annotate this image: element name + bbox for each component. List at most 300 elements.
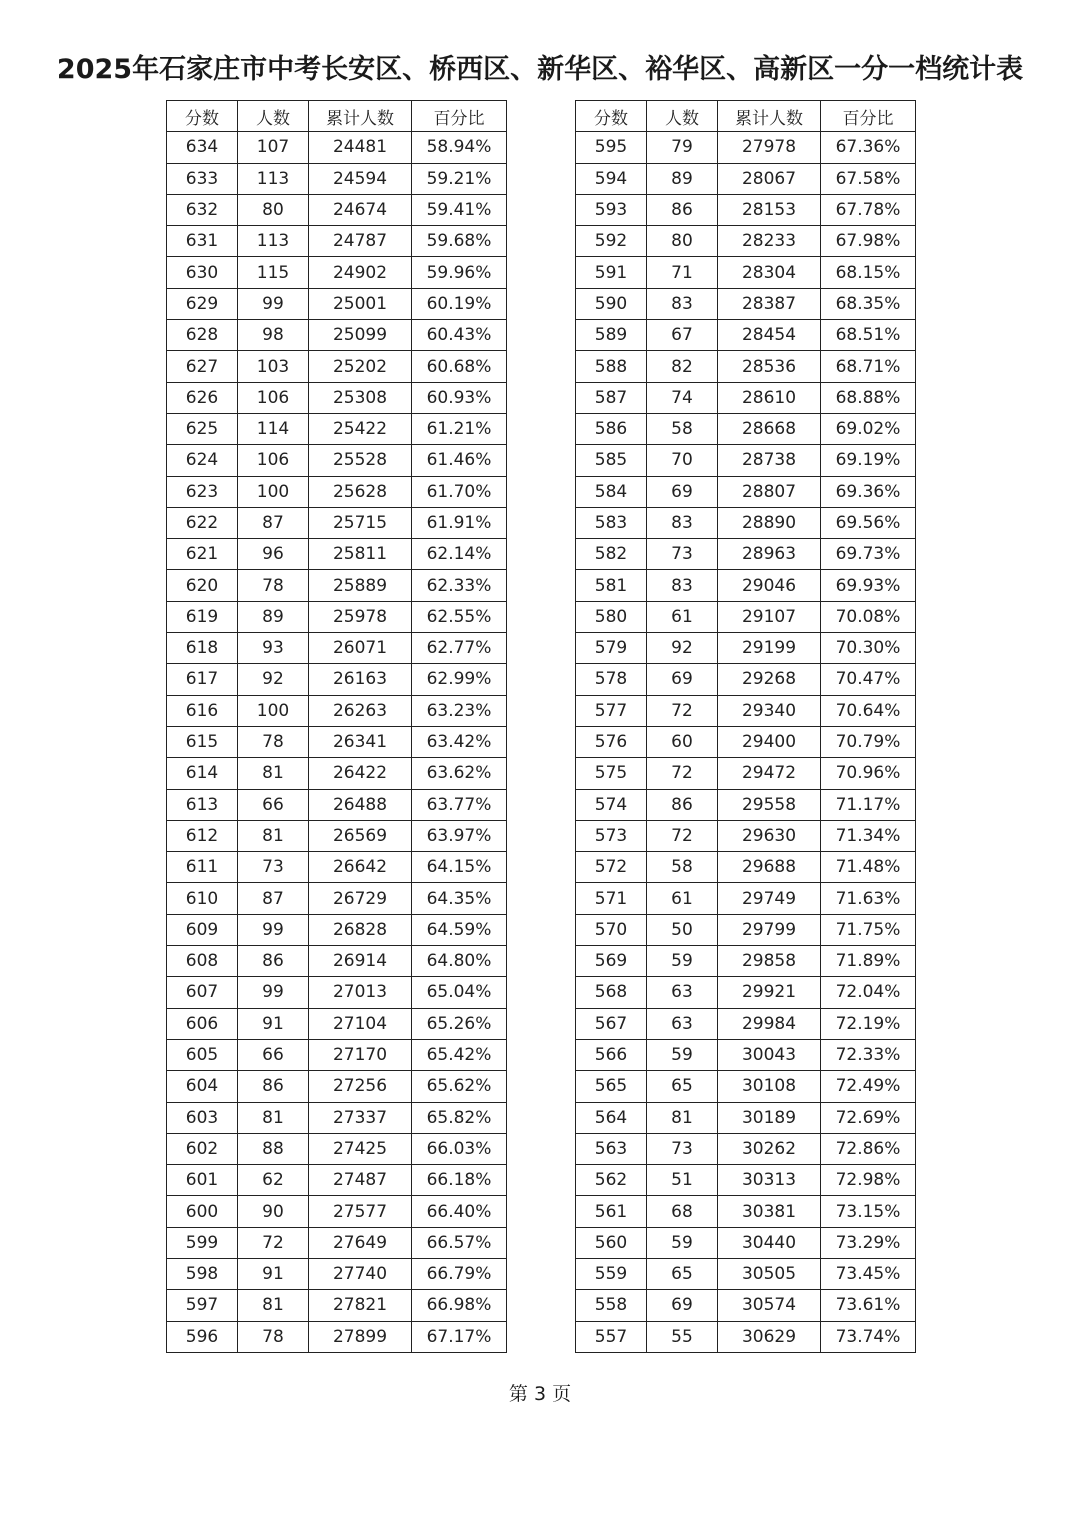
cell-cumulative: 28387 [718, 288, 821, 319]
cell-count: 73 [238, 852, 309, 883]
cell-cumulative: 24787 [309, 226, 412, 257]
cell-score: 575 [576, 758, 647, 789]
cell-score: 612 [167, 820, 238, 851]
cell-percentage: 68.15% [821, 257, 916, 288]
table-row [576, 1133, 916, 1164]
cell-cumulative: 26914 [309, 946, 412, 977]
cell-score: 583 [576, 507, 647, 538]
cell-percentage: 68.51% [821, 320, 916, 351]
cell-cumulative: 27104 [309, 1008, 412, 1039]
cell-cumulative: 24594 [309, 163, 412, 194]
cell-count: 107 [238, 132, 309, 163]
cell-score: 614 [167, 758, 238, 789]
cell-score: 569 [576, 946, 647, 977]
cell-percentage: 68.88% [821, 382, 916, 413]
cell-count: 83 [647, 288, 718, 319]
cell-percentage: 68.35% [821, 288, 916, 319]
cell-percentage: 72.33% [821, 1039, 916, 1070]
score-table-left [166, 100, 507, 1353]
cell-percentage: 63.97% [412, 820, 507, 851]
cell-percentage: 72.04% [821, 977, 916, 1008]
cell-score: 562 [576, 1165, 647, 1196]
cell-cumulative: 30313 [718, 1165, 821, 1196]
cell-percentage: 62.33% [412, 570, 507, 601]
cell-cumulative: 29268 [718, 664, 821, 695]
table-row [167, 946, 507, 977]
cell-count: 78 [238, 570, 309, 601]
table-row [167, 820, 507, 851]
cell-score: 590 [576, 288, 647, 319]
cell-cumulative: 25889 [309, 570, 412, 601]
cell-cumulative: 27649 [309, 1227, 412, 1258]
cell-percentage: 73.61% [821, 1290, 916, 1321]
table-row [576, 633, 916, 664]
cell-score: 625 [167, 413, 238, 444]
cell-cumulative: 29688 [718, 852, 821, 883]
cell-cumulative: 25978 [309, 601, 412, 632]
cell-count: 106 [238, 445, 309, 476]
column-header-percentage: 百分比 [821, 101, 916, 132]
cell-cumulative: 27337 [309, 1102, 412, 1133]
table-row [576, 507, 916, 538]
cell-percentage: 69.56% [821, 507, 916, 538]
cell-percentage: 71.89% [821, 946, 916, 977]
table-row [167, 413, 507, 444]
cell-percentage: 70.30% [821, 633, 916, 664]
cell-percentage: 69.02% [821, 413, 916, 444]
cell-percentage: 67.98% [821, 226, 916, 257]
cell-percentage: 61.21% [412, 413, 507, 444]
table-row [167, 1227, 507, 1258]
cell-cumulative: 24481 [309, 132, 412, 163]
cell-cumulative: 29984 [718, 1008, 821, 1039]
cell-score: 561 [576, 1196, 647, 1227]
cell-cumulative: 29107 [718, 601, 821, 632]
cell-percentage: 66.79% [412, 1258, 507, 1289]
table-header-row [576, 101, 916, 132]
table-row [576, 946, 916, 977]
cell-score: 565 [576, 1071, 647, 1102]
cell-score: 628 [167, 320, 238, 351]
cell-score: 571 [576, 883, 647, 914]
table-row [576, 695, 916, 726]
cell-count: 65 [647, 1071, 718, 1102]
cell-cumulative: 25811 [309, 539, 412, 570]
cell-cumulative: 28738 [718, 445, 821, 476]
cell-percentage: 66.57% [412, 1227, 507, 1258]
cell-score: 573 [576, 820, 647, 851]
cell-score: 597 [167, 1290, 238, 1321]
cell-count: 83 [647, 570, 718, 601]
cell-percentage: 61.70% [412, 476, 507, 507]
cell-percentage: 71.34% [821, 820, 916, 851]
cell-cumulative: 27256 [309, 1071, 412, 1102]
cell-cumulative: 24674 [309, 194, 412, 225]
cell-cumulative: 26422 [309, 758, 412, 789]
cell-percentage: 66.40% [412, 1196, 507, 1227]
cell-percentage: 64.80% [412, 946, 507, 977]
cell-cumulative: 29921 [718, 977, 821, 1008]
cell-cumulative: 26341 [309, 726, 412, 757]
cell-cumulative: 27899 [309, 1321, 412, 1352]
cell-percentage: 72.69% [821, 1102, 916, 1133]
cell-count: 99 [238, 977, 309, 1008]
cell-percentage: 67.17% [412, 1321, 507, 1352]
cell-cumulative: 25628 [309, 476, 412, 507]
cell-score: 559 [576, 1258, 647, 1289]
cell-count: 87 [238, 883, 309, 914]
table-row [167, 726, 507, 757]
cell-percentage: 65.26% [412, 1008, 507, 1039]
cell-count: 69 [647, 1290, 718, 1321]
cell-count: 90 [238, 1196, 309, 1227]
cell-score: 596 [167, 1321, 238, 1352]
cell-score: 618 [167, 633, 238, 664]
cell-cumulative: 28963 [718, 539, 821, 570]
table-row [576, 1071, 916, 1102]
cell-cumulative: 30440 [718, 1227, 821, 1258]
cell-count: 87 [238, 507, 309, 538]
cell-count: 72 [647, 695, 718, 726]
table-row [576, 601, 916, 632]
cell-count: 58 [647, 852, 718, 883]
table-row [167, 163, 507, 194]
cell-score: 558 [576, 1290, 647, 1321]
cell-count: 60 [647, 726, 718, 757]
cell-score: 560 [576, 1227, 647, 1258]
cell-percentage: 73.29% [821, 1227, 916, 1258]
cell-cumulative: 28610 [718, 382, 821, 413]
cell-cumulative: 30505 [718, 1258, 821, 1289]
cell-score: 579 [576, 633, 647, 664]
table-row [167, 1008, 507, 1039]
cell-percentage: 59.21% [412, 163, 507, 194]
table-row [167, 539, 507, 570]
column-header-count: 人数 [238, 101, 309, 132]
cell-score: 608 [167, 946, 238, 977]
cell-cumulative: 25099 [309, 320, 412, 351]
cell-score: 615 [167, 726, 238, 757]
cell-score: 606 [167, 1008, 238, 1039]
cell-count: 59 [647, 1039, 718, 1070]
page-title: 2025年石家庄市中考长安区、桥西区、新华区、裕华区、高新区一分一档统计表 [56, 54, 1024, 85]
cell-count: 73 [647, 539, 718, 570]
cell-count: 65 [647, 1258, 718, 1289]
cell-score: 567 [576, 1008, 647, 1039]
cell-cumulative: 25422 [309, 413, 412, 444]
table-row [167, 226, 507, 257]
cell-count: 81 [647, 1102, 718, 1133]
cell-percentage: 65.62% [412, 1071, 507, 1102]
table-row [576, 726, 916, 757]
cell-count: 69 [647, 476, 718, 507]
cell-cumulative: 30108 [718, 1071, 821, 1102]
table-row [576, 539, 916, 570]
table-row [167, 257, 507, 288]
table-row [576, 820, 916, 851]
cell-percentage: 66.03% [412, 1133, 507, 1164]
cell-count: 51 [647, 1165, 718, 1196]
cell-score: 604 [167, 1071, 238, 1102]
cell-count: 61 [647, 601, 718, 632]
cell-cumulative: 28304 [718, 257, 821, 288]
cell-percentage: 60.43% [412, 320, 507, 351]
cell-score: 599 [167, 1227, 238, 1258]
cell-percentage: 63.77% [412, 789, 507, 820]
table-body [167, 132, 507, 1353]
cell-cumulative: 26729 [309, 883, 412, 914]
cell-score: 592 [576, 226, 647, 257]
cell-count: 99 [238, 288, 309, 319]
cell-percentage: 70.08% [821, 601, 916, 632]
table-row [167, 1165, 507, 1196]
cell-percentage: 71.48% [821, 852, 916, 883]
cell-count: 83 [647, 507, 718, 538]
table-row [576, 570, 916, 601]
table-row [167, 288, 507, 319]
cell-cumulative: 28233 [718, 226, 821, 257]
cell-percentage: 63.42% [412, 726, 507, 757]
table-row [576, 320, 916, 351]
cell-count: 55 [647, 1321, 718, 1352]
cell-score: 587 [576, 382, 647, 413]
cell-count: 100 [238, 476, 309, 507]
cell-count: 100 [238, 695, 309, 726]
cell-cumulative: 29630 [718, 820, 821, 851]
cell-count: 81 [238, 758, 309, 789]
table-row [167, 1102, 507, 1133]
cell-cumulative: 26642 [309, 852, 412, 883]
cell-percentage: 58.94% [412, 132, 507, 163]
cell-count: 96 [238, 539, 309, 570]
table-row [576, 1227, 916, 1258]
cell-cumulative: 26263 [309, 695, 412, 726]
cell-percentage: 72.86% [821, 1133, 916, 1164]
table-row [576, 226, 916, 257]
column-header-cumulative: 累计人数 [718, 101, 821, 132]
cell-count: 68 [647, 1196, 718, 1227]
cell-score: 601 [167, 1165, 238, 1196]
table-row [167, 382, 507, 413]
cell-cumulative: 28153 [718, 194, 821, 225]
cell-cumulative: 29749 [718, 883, 821, 914]
cell-cumulative: 29199 [718, 633, 821, 664]
cell-score: 588 [576, 351, 647, 382]
cell-percentage: 59.68% [412, 226, 507, 257]
cell-cumulative: 30043 [718, 1039, 821, 1070]
cell-score: 580 [576, 601, 647, 632]
cell-count: 86 [647, 789, 718, 820]
cell-cumulative: 30381 [718, 1196, 821, 1227]
column-header-percentage: 百分比 [412, 101, 507, 132]
score-table-right [575, 100, 916, 1353]
cell-score: 600 [167, 1196, 238, 1227]
cell-count: 59 [647, 946, 718, 977]
cell-score: 613 [167, 789, 238, 820]
table-row [576, 852, 916, 883]
cell-score: 624 [167, 445, 238, 476]
table-row [576, 977, 916, 1008]
cell-count: 92 [647, 633, 718, 664]
cell-score: 568 [576, 977, 647, 1008]
table-row [576, 1258, 916, 1289]
cell-cumulative: 29400 [718, 726, 821, 757]
table-row [167, 1321, 507, 1352]
cell-count: 114 [238, 413, 309, 444]
table-row [167, 883, 507, 914]
cell-count: 103 [238, 351, 309, 382]
table-row [167, 633, 507, 664]
cell-cumulative: 27821 [309, 1290, 412, 1321]
cell-count: 67 [647, 320, 718, 351]
cell-count: 86 [647, 194, 718, 225]
cell-count: 66 [238, 789, 309, 820]
cell-count: 71 [647, 257, 718, 288]
cell-count: 79 [647, 132, 718, 163]
cell-score: 570 [576, 914, 647, 945]
cell-percentage: 60.93% [412, 382, 507, 413]
cell-cumulative: 26488 [309, 789, 412, 820]
cell-score: 629 [167, 288, 238, 319]
cell-percentage: 61.46% [412, 445, 507, 476]
cell-count: 69 [647, 664, 718, 695]
table-row [576, 1321, 916, 1352]
cell-count: 86 [238, 1071, 309, 1102]
cell-count: 63 [647, 977, 718, 1008]
cell-score: 623 [167, 476, 238, 507]
cell-count: 92 [238, 664, 309, 695]
cell-score: 627 [167, 351, 238, 382]
table-row [576, 351, 916, 382]
table-row [167, 977, 507, 1008]
cell-count: 72 [238, 1227, 309, 1258]
cell-percentage: 67.36% [821, 132, 916, 163]
cell-cumulative: 29046 [718, 570, 821, 601]
table-row [167, 695, 507, 726]
cell-score: 589 [576, 320, 647, 351]
table-row [167, 852, 507, 883]
table-row [167, 1258, 507, 1289]
cell-percentage: 63.62% [412, 758, 507, 789]
cell-score: 605 [167, 1039, 238, 1070]
cell-percentage: 68.71% [821, 351, 916, 382]
cell-score: 621 [167, 539, 238, 570]
cell-percentage: 65.04% [412, 977, 507, 1008]
cell-cumulative: 25001 [309, 288, 412, 319]
cell-cumulative: 29858 [718, 946, 821, 977]
cell-cumulative: 30262 [718, 1133, 821, 1164]
cell-score: 564 [576, 1102, 647, 1133]
cell-score: 617 [167, 664, 238, 695]
cell-score: 557 [576, 1321, 647, 1352]
table-body [576, 132, 916, 1353]
cell-score: 626 [167, 382, 238, 413]
cell-count: 89 [238, 601, 309, 632]
cell-count: 106 [238, 382, 309, 413]
cell-percentage: 66.98% [412, 1290, 507, 1321]
cell-count: 72 [647, 758, 718, 789]
cell-cumulative: 27978 [718, 132, 821, 163]
table-row [576, 789, 916, 820]
cell-count: 113 [238, 163, 309, 194]
cell-score: 584 [576, 476, 647, 507]
table-row [167, 570, 507, 601]
table-row [167, 507, 507, 538]
table-row [167, 1290, 507, 1321]
cell-percentage: 69.73% [821, 539, 916, 570]
cell-percentage: 73.74% [821, 1321, 916, 1352]
cell-cumulative: 28536 [718, 351, 821, 382]
cell-cumulative: 27425 [309, 1133, 412, 1164]
cell-score: 593 [576, 194, 647, 225]
table-row [576, 163, 916, 194]
column-header-count: 人数 [647, 101, 718, 132]
cell-count: 89 [647, 163, 718, 194]
cell-score: 582 [576, 539, 647, 570]
cell-score: 566 [576, 1039, 647, 1070]
cell-percentage: 59.41% [412, 194, 507, 225]
cell-cumulative: 26828 [309, 914, 412, 945]
table-row [576, 1290, 916, 1321]
table-row [167, 664, 507, 695]
cell-percentage: 73.15% [821, 1196, 916, 1227]
table-row [576, 1196, 916, 1227]
cell-percentage: 70.96% [821, 758, 916, 789]
cell-count: 99 [238, 914, 309, 945]
cell-score: 563 [576, 1133, 647, 1164]
cell-percentage: 72.49% [821, 1071, 916, 1102]
table-row [576, 1165, 916, 1196]
cell-score: 586 [576, 413, 647, 444]
cell-score: 572 [576, 852, 647, 883]
cell-score: 581 [576, 570, 647, 601]
cell-count: 91 [238, 1258, 309, 1289]
cell-percentage: 70.64% [821, 695, 916, 726]
cell-score: 585 [576, 445, 647, 476]
cell-score: 616 [167, 695, 238, 726]
cell-cumulative: 30574 [718, 1290, 821, 1321]
table-row [167, 351, 507, 382]
cell-percentage: 73.45% [821, 1258, 916, 1289]
cell-percentage: 61.91% [412, 507, 507, 538]
cell-count: 86 [238, 946, 309, 977]
cell-cumulative: 28668 [718, 413, 821, 444]
cell-percentage: 65.42% [412, 1039, 507, 1070]
table-row [167, 789, 507, 820]
cell-percentage: 72.19% [821, 1008, 916, 1039]
cell-percentage: 62.99% [412, 664, 507, 695]
table-row [576, 445, 916, 476]
column-header-cumulative: 累计人数 [309, 101, 412, 132]
cell-percentage: 67.78% [821, 194, 916, 225]
cell-percentage: 70.79% [821, 726, 916, 757]
cell-score: 632 [167, 194, 238, 225]
cell-percentage: 64.35% [412, 883, 507, 914]
cell-count: 70 [647, 445, 718, 476]
table-row [167, 758, 507, 789]
table-row [576, 257, 916, 288]
cell-score: 603 [167, 1102, 238, 1133]
cell-cumulative: 24902 [309, 257, 412, 288]
cell-cumulative: 27577 [309, 1196, 412, 1227]
column-header-score: 分数 [167, 101, 238, 132]
cell-percentage: 64.15% [412, 852, 507, 883]
cell-score: 630 [167, 257, 238, 288]
cell-count: 81 [238, 1290, 309, 1321]
cell-cumulative: 27170 [309, 1039, 412, 1070]
cell-percentage: 65.82% [412, 1102, 507, 1133]
cell-score: 610 [167, 883, 238, 914]
